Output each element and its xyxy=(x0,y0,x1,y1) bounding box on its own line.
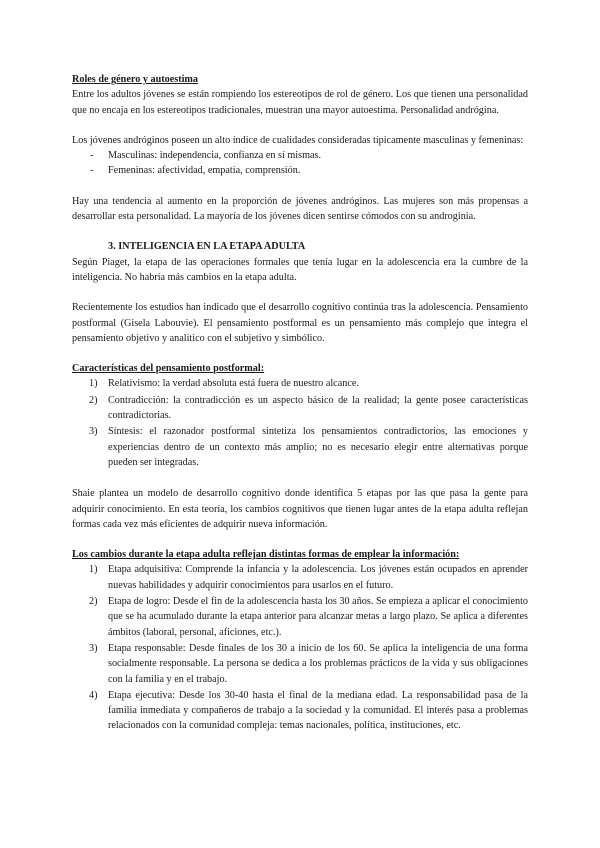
roles-paragraph-1: Entre los adultos jóvenes se están rompiendo los estereotipos de rol de género. Los que tienen una personalidad que no encaja en los estereotipos tradicionales, muestran una mayor autoestima. Personalidad andrógina. xyxy=(72,89,528,116)
androgynous-qualities-list xyxy=(72,148,528,179)
dash-marker: - xyxy=(90,150,94,162)
list-item-text: Etapa responsable: Desde finales de los 30 a inicio de los 60. Se aplica la inteligencia de una forma socialmente responsable. La persona se dedica a los problemas prácticos de la vida y sus obligaciones con la familia y en el trabajo. xyxy=(108,642,528,685)
list-item xyxy=(72,641,528,687)
number-marker: 2) xyxy=(89,596,98,608)
adult-stages-list xyxy=(72,562,528,733)
intelligence-paragraph-1: Según Piaget, la etapa de las operaciones formales que tenía lugar en la adolescencia era la cumbre de la inteligencia. No habría más cambios en la etapa adulta. xyxy=(72,256,528,283)
roles-paragraph-3: Hay una tendencia al aumento en la proporción de jóvenes andróginos. Las mujeres son más propensas a desarrollar esta personalidad. La mayoría de los jóvenes dicen sentirse cómodos con su androginia. xyxy=(72,195,528,223)
document-page xyxy=(72,72,528,735)
number-marker: 3) xyxy=(89,426,98,438)
roles-heading: Roles de género y autoestima xyxy=(72,74,199,85)
list-item-text: Etapa de logro: Desde el fin de la adolescencia hasta los 30 años. Se empieza a aplicar el conocimiento que se ha acumulado durante la etapa anterior para alcanzar metas a largo plazo. Se aplica a diferentes ámbitos (laboral, personal, aficiones, etc.). xyxy=(108,596,528,638)
list-item xyxy=(72,424,528,470)
postformal-characteristics-list xyxy=(72,376,528,470)
intelligence-paragraph-2: Recientemente los estudios han indicado que el desarrollo cognitivo continúa tras la adolescencia. Pensamiento postformal (Gisela Labouvie). El pensamiento postformal es un pensamiento más complejo que integra el pensamiento objetivo y analítico con el subjetivo y simbólico. xyxy=(72,302,528,344)
list-item-text: Relativismo: la verdad absoluta está fuera de nuestro alcance. xyxy=(108,378,359,390)
number-marker: 4) xyxy=(89,689,98,701)
number-marker: 2) xyxy=(89,394,98,406)
list-item xyxy=(72,163,528,178)
number-marker: 3) xyxy=(89,642,98,654)
spacer xyxy=(72,224,528,239)
spacer xyxy=(72,346,528,361)
list-item-text: Masculinas: independencia, confianza en sí mismas. xyxy=(108,150,322,162)
list-item-text: Femeninas: afectividad, empatía, comprensión. xyxy=(108,165,301,177)
dash-marker: - xyxy=(90,165,94,177)
number-marker: 1) xyxy=(89,378,98,390)
spacer xyxy=(72,532,528,547)
list-item-text: Etapa adquisitiva: Comprende la infancia y la adolescencia. Los jóvenes están ocupados en aprender nuevas habilidades y adquirir conocimientos para usarlos en el futuro. xyxy=(108,564,528,591)
list-item xyxy=(72,376,528,391)
list-item xyxy=(72,688,528,734)
changes-heading: Los cambios durante la etapa adulta reflejan distintas formas de emplear la información: xyxy=(72,549,460,561)
schaie-paragraph: Shaie plantea un modelo de desarrollo cognitivo donde identifica 5 etapas por las que pasa la gente para adquirir conocimiento. En esta teoría, los cambios cognitivos que tienen lugar antes de la etapa adulta reflejan formas cada vez más eficientes de adquirir nueva información. xyxy=(72,488,528,530)
postformal-heading: Características del pensamiento postformal: xyxy=(72,363,265,375)
spacer xyxy=(72,179,528,194)
number-marker: 1) xyxy=(89,564,98,576)
spacer xyxy=(72,118,528,133)
spacer xyxy=(72,471,528,486)
list-item-text: Contradicción: la contradicción es un aspecto básico de la realidad; la gente posee características contradictorias. xyxy=(108,394,528,422)
list-item xyxy=(72,562,528,593)
list-item xyxy=(72,594,528,640)
roles-paragraph-2: Los jóvenes andróginos poseen un alto índice de cualidades consideradas típicamente masculinas y femeninas: xyxy=(72,134,524,146)
list-item-text: Etapa ejecutiva: Desde los 30-40 hasta el final de la mediana edad. La responsabilidad pasa de la familia inmediata y compañeros de trabajo a la sociedad y la comunidad. El interés pasa a problemas relacionados con la comunidad compleja: temas nacionales, política, instituciones, etc. xyxy=(108,689,528,732)
list-item-text: Síntesis: el razonador postformal sintetiza los pensamientos contradictorios, las emociones y experiencias dentro de un contexto más amplio; no es necesario elegir entre alternativas porque pueden ser integradas. xyxy=(108,426,528,468)
list-item xyxy=(72,393,528,424)
spacer xyxy=(72,285,528,300)
section-title-intelligence: 3. INTELIGENCIA EN LA ETAPA ADULTA xyxy=(108,241,306,253)
list-item xyxy=(72,148,528,163)
